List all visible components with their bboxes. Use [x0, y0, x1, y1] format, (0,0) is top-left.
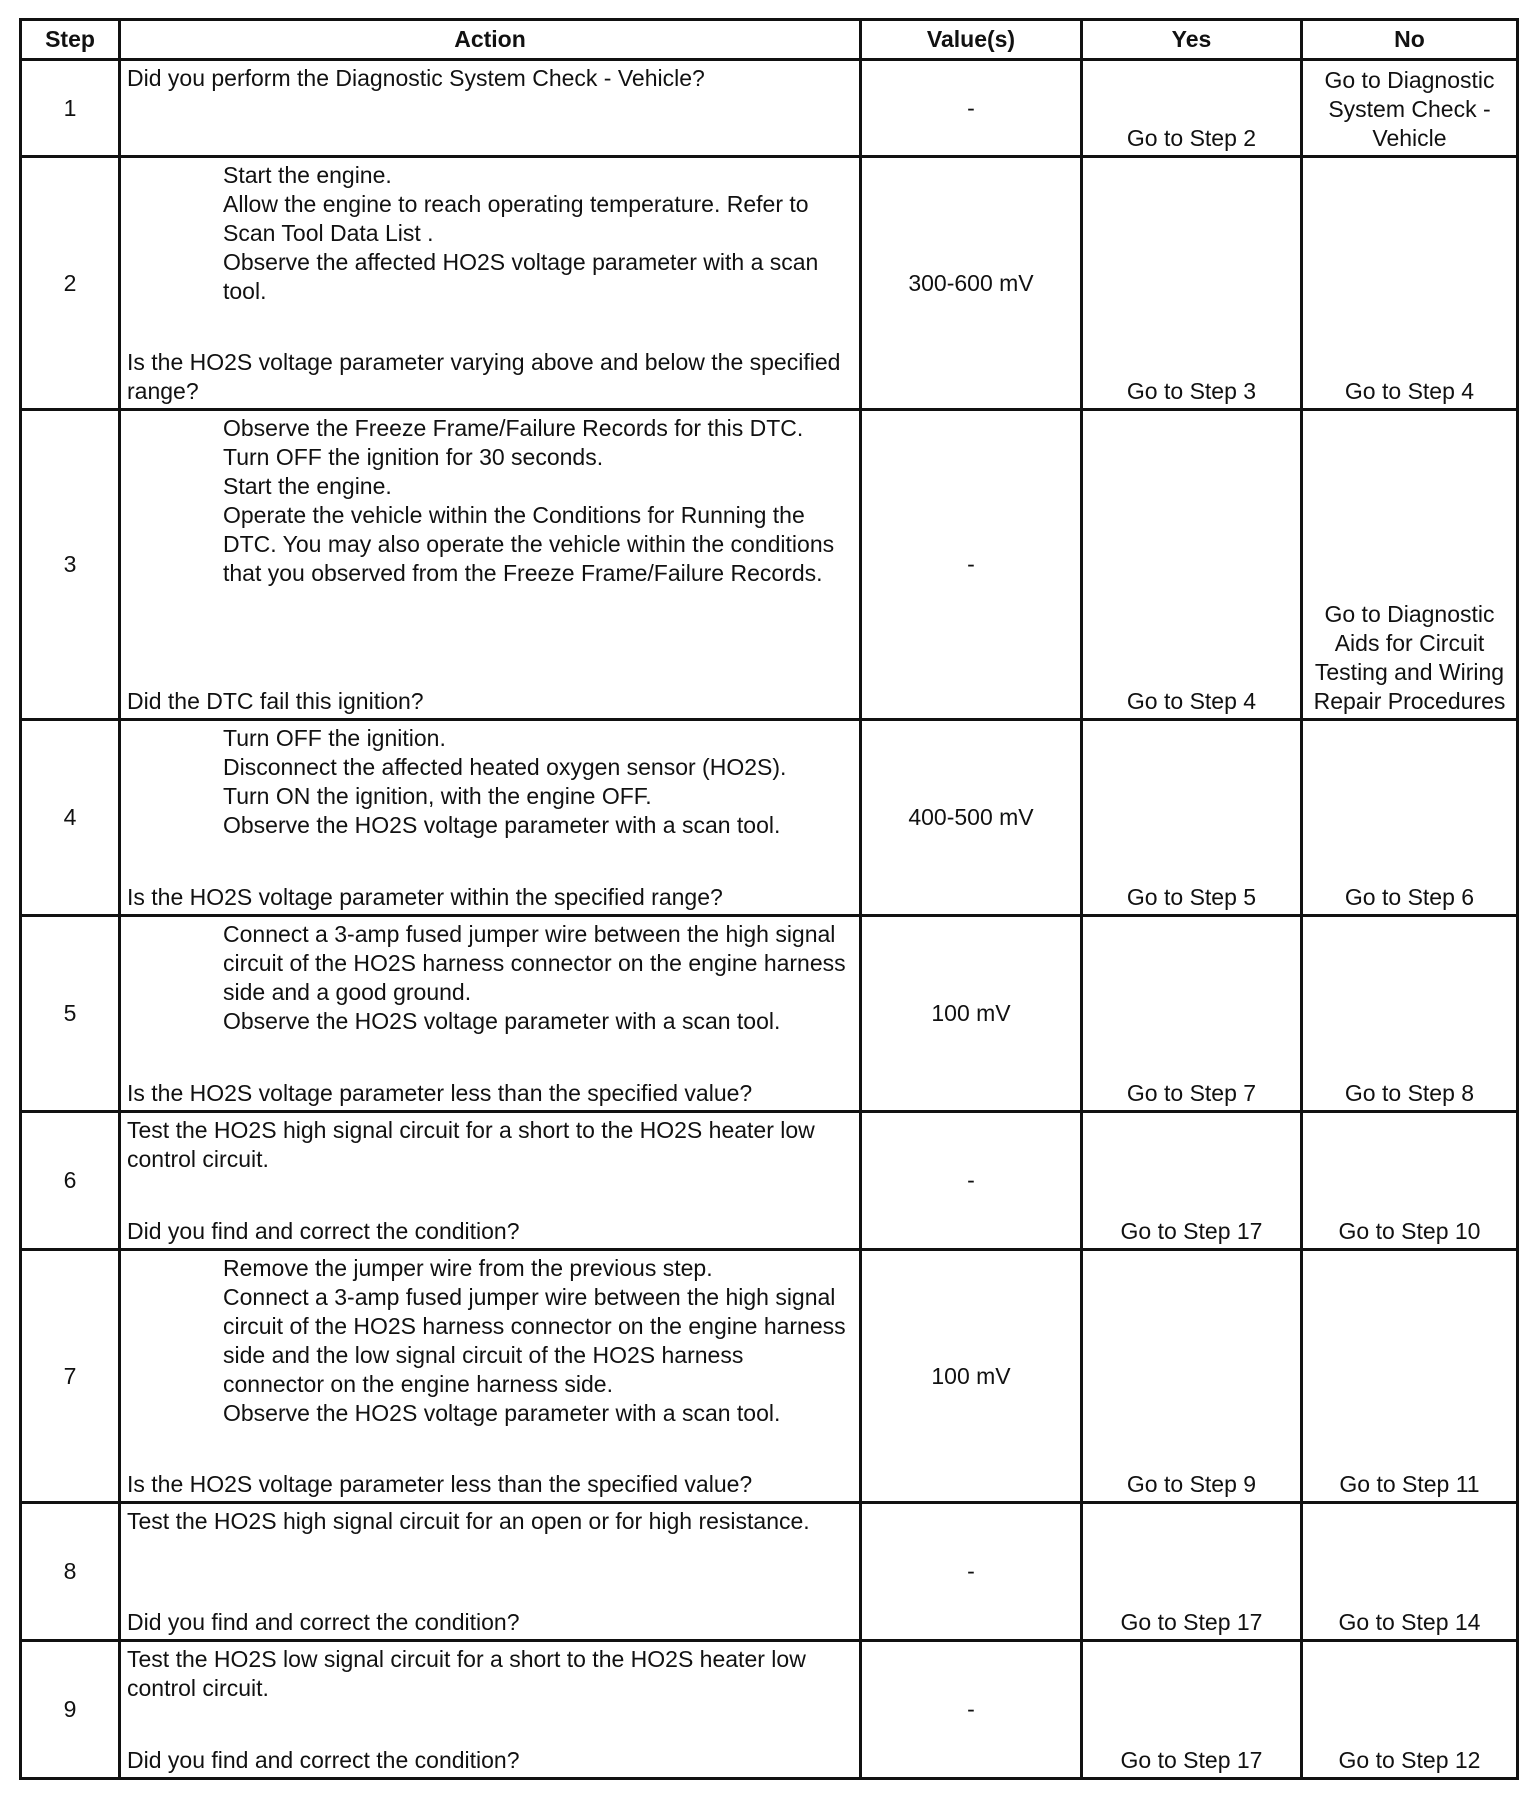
action-step-item: Observe the HO2S voltage parameter with a scan tool. [223, 1400, 781, 1426]
action-step-item: Start the engine. [223, 162, 392, 188]
action-cell [120, 1250, 861, 1503]
header-yes: Yes [1082, 20, 1302, 60]
yes-cell: Go to Step 5 [1082, 720, 1302, 916]
yes-cell: Go to Step 3 [1082, 157, 1302, 410]
action-step-item: Observe the HO2S voltage parameter with a scan tool. [223, 1008, 781, 1034]
action-step-item: Disconnect the affected heated oxygen sensor (HO2S). [223, 754, 787, 780]
no-cell: Go to Step 8 [1302, 916, 1518, 1112]
table-row [21, 410, 1518, 720]
no-cell: Go to Step 4 [1302, 157, 1518, 410]
value-cell: - [861, 1641, 1082, 1779]
no-cell: Go to Step 11 [1302, 1250, 1518, 1503]
action-intro: Test the HO2S high signal circuit for a short to the HO2S heater low control circuit. [127, 1117, 815, 1172]
table-row [21, 157, 1518, 410]
header-values: Value(s) [861, 20, 1082, 60]
action-cell [120, 157, 861, 410]
step-number: 4 [21, 720, 120, 916]
action-steps [127, 1254, 853, 1428]
action-steps [127, 414, 853, 588]
step-number: 9 [21, 1641, 120, 1779]
action-intro: Test the HO2S low signal circuit for a short to the HO2S heater low control circuit. [127, 1646, 806, 1701]
value-cell: - [861, 1112, 1082, 1250]
action-steps [127, 920, 853, 1036]
action-step-item: Remove the jumper wire from the previous step. [223, 1255, 713, 1281]
table-row [21, 1641, 1518, 1779]
step-number: 8 [21, 1503, 120, 1641]
table-row [21, 1250, 1518, 1503]
header-action: Action [120, 20, 861, 60]
table-row [21, 916, 1518, 1112]
table-body [21, 60, 1518, 1779]
yes-cell: Go to Step 17 [1082, 1641, 1302, 1779]
header-no: No [1302, 20, 1518, 60]
action-step-item: Observe the HO2S voltage parameter with a scan tool. [223, 812, 781, 838]
action-step-item: Turn OFF the ignition for 30 seconds. [223, 444, 604, 470]
table-row [21, 60, 1518, 157]
value-cell: - [861, 1503, 1082, 1641]
action-steps [127, 724, 853, 840]
value-cell: 100 mV [861, 1250, 1082, 1503]
action-question: Is the HO2S voltage parameter less than the specified value? [127, 1080, 753, 1106]
action-intro: Test the HO2S high signal circuit for an open or for high resistance. [127, 1508, 810, 1534]
diagnostic-table [19, 18, 1519, 1780]
step-number: 2 [21, 157, 120, 410]
yes-cell: Go to Step 7 [1082, 916, 1302, 1112]
action-cell [120, 1503, 861, 1641]
action-cell [120, 916, 861, 1112]
step-number: 6 [21, 1112, 120, 1250]
action-question: Did you find and correct the condition? [127, 1747, 520, 1773]
action-step-item: Turn ON the ignition, with the engine OFF. [223, 783, 652, 809]
action-step-item: Allow the engine to reach operating temperature. Refer to Scan Tool Data List . [223, 191, 809, 246]
action-question: Did the DTC fail this ignition? [127, 688, 424, 714]
action-step-item: Connect a 3-amp fused jumper wire between the high signal circuit of the HO2S harness connector on the engine harness side and the low signal circuit of the HO2S harness connector on the engine harness side. [223, 1284, 846, 1397]
action-question: Is the HO2S voltage parameter within the specified range? [127, 884, 723, 910]
yes-cell: Go to Step 4 [1082, 410, 1302, 720]
action-cell [120, 60, 861, 157]
action-cell [120, 410, 861, 720]
yes-cell: Go to Step 17 [1082, 1503, 1302, 1641]
action-question: Did you find and correct the condition? [127, 1218, 520, 1244]
action-cell [120, 720, 861, 916]
value-cell: 100 mV [861, 916, 1082, 1112]
table-row [21, 1112, 1518, 1250]
action-step-item: Connect a 3-amp fused jumper wire between the high signal circuit of the HO2S harness connector on the engine harness side and a good ground. [223, 921, 846, 1005]
action-step-item: Observe the Freeze Frame/Failure Records for this DTC. [223, 415, 804, 441]
table-row [21, 1503, 1518, 1641]
value-cell: 400-500 mV [861, 720, 1082, 916]
value-cell: - [861, 60, 1082, 157]
action-question: Is the HO2S voltage parameter less than the specified value? [127, 1471, 753, 1497]
header-step: Step [21, 20, 120, 60]
action-step-item: Turn OFF the ignition. [223, 725, 446, 751]
no-cell: Go to Step 12 [1302, 1641, 1518, 1779]
value-cell: - [861, 410, 1082, 720]
yes-cell: Go to Step 2 [1082, 60, 1302, 157]
step-number: 7 [21, 1250, 120, 1503]
no-cell: Go to Step 10 [1302, 1112, 1518, 1250]
action-cell [120, 1641, 861, 1779]
no-cell: Go to Step 14 [1302, 1503, 1518, 1641]
no-cell: Go to Diagnostic System Check - Vehicle [1302, 60, 1518, 157]
yes-cell: Go to Step 9 [1082, 1250, 1302, 1503]
yes-cell: Go to Step 17 [1082, 1112, 1302, 1250]
value-cell: 300-600 mV [861, 157, 1082, 410]
action-question: Is the HO2S voltage parameter varying above and below the specified range? [127, 349, 841, 404]
no-cell: Go to Step 6 [1302, 720, 1518, 916]
action-question: Did you find and correct the condition? [127, 1609, 520, 1635]
action-step-item: Observe the affected HO2S voltage parameter with a scan tool. [223, 249, 819, 304]
step-number: 5 [21, 916, 120, 1112]
table-row [21, 720, 1518, 916]
header-row [21, 20, 1518, 60]
action-intro: Did you perform the Diagnostic System Check - Vehicle? [127, 65, 705, 91]
action-steps [127, 161, 853, 306]
action-cell [120, 1112, 861, 1250]
action-step-item: Start the engine. [223, 473, 392, 499]
no-cell: Go to Diagnostic Aids for Circuit Testing and Wiring Repair Procedures [1302, 410, 1518, 720]
step-number: 3 [21, 410, 120, 720]
action-step-item: Operate the vehicle within the Conditions for Running the DTC. You may also operate the vehicle within the conditions that you observed from the Freeze Frame/Failure Records. [223, 502, 835, 586]
step-number: 1 [21, 60, 120, 157]
